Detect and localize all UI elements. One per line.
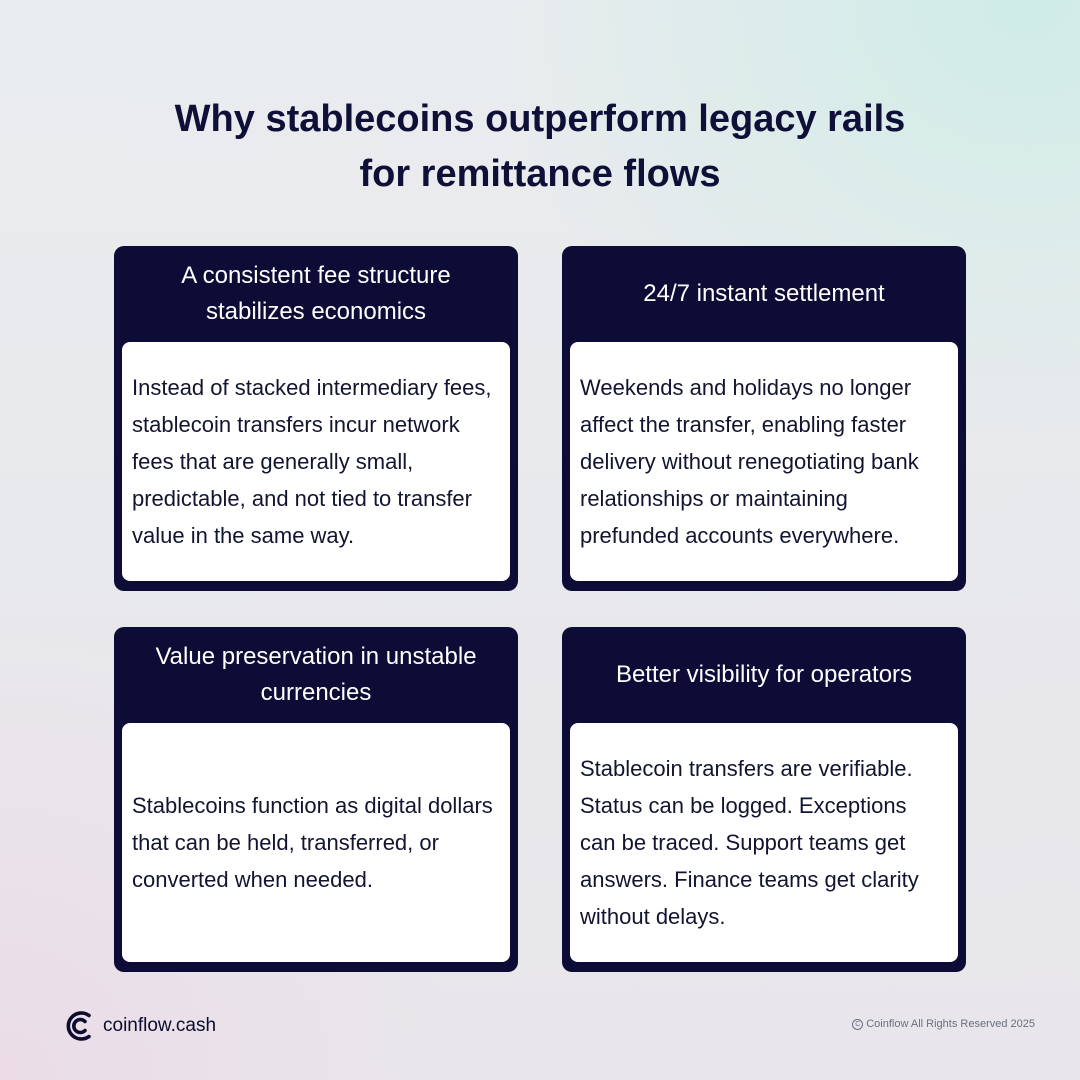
card-body bbox=[570, 342, 958, 581]
page-title-line-1: Why stablecoins outperform legacy rails bbox=[174, 98, 906, 140]
copyright-text: Coinflow All Rights Reserved 2025 bbox=[866, 1018, 1035, 1030]
card-title: Better visibility for operators bbox=[615, 660, 913, 688]
copyright-icon: C bbox=[852, 1019, 863, 1030]
card-body-text: Stablecoins function as digital dollars that can be held, transferred, or converted when needed. bbox=[132, 793, 493, 892]
card-body bbox=[122, 723, 510, 962]
card-body-text: Instead of stacked intermediary fees, stablecoin transfers incur network fees that are generally small, predictable, and not tied to transfer value in the same way. bbox=[132, 375, 492, 548]
page-title-line-2: for remittance flows bbox=[359, 153, 721, 195]
copyright-notice bbox=[852, 1018, 1035, 1030]
page-title bbox=[0, 92, 1080, 202]
card-operator-visibility bbox=[562, 627, 966, 972]
card-title: A consistent fee structure stabilizes economics bbox=[181, 261, 451, 325]
brand-name: coinflow.cash bbox=[103, 1015, 217, 1036]
card-body-text: Weekends and holidays no longer affect the transfer, enabling faster delivery without renegotiating bank relationships or maintaining prefunded accounts everywhere. bbox=[580, 375, 919, 548]
coinflow-logo-icon bbox=[62, 1008, 96, 1044]
card-body-text: Stablecoin transfers are verifiable. Status can be logged. Exceptions can be traced. Support teams get answers. Finance teams get clarity without delays. bbox=[580, 756, 919, 929]
brand bbox=[62, 1008, 216, 1044]
card-instant-settlement bbox=[562, 246, 966, 591]
card-body bbox=[570, 723, 958, 962]
card-fee-structure bbox=[114, 246, 518, 591]
card-title: 24/7 instant settlement bbox=[643, 279, 885, 307]
card-value-preservation bbox=[114, 627, 518, 972]
card-title: Value preservation in unstable currencies bbox=[155, 642, 477, 706]
card-body bbox=[122, 342, 510, 581]
